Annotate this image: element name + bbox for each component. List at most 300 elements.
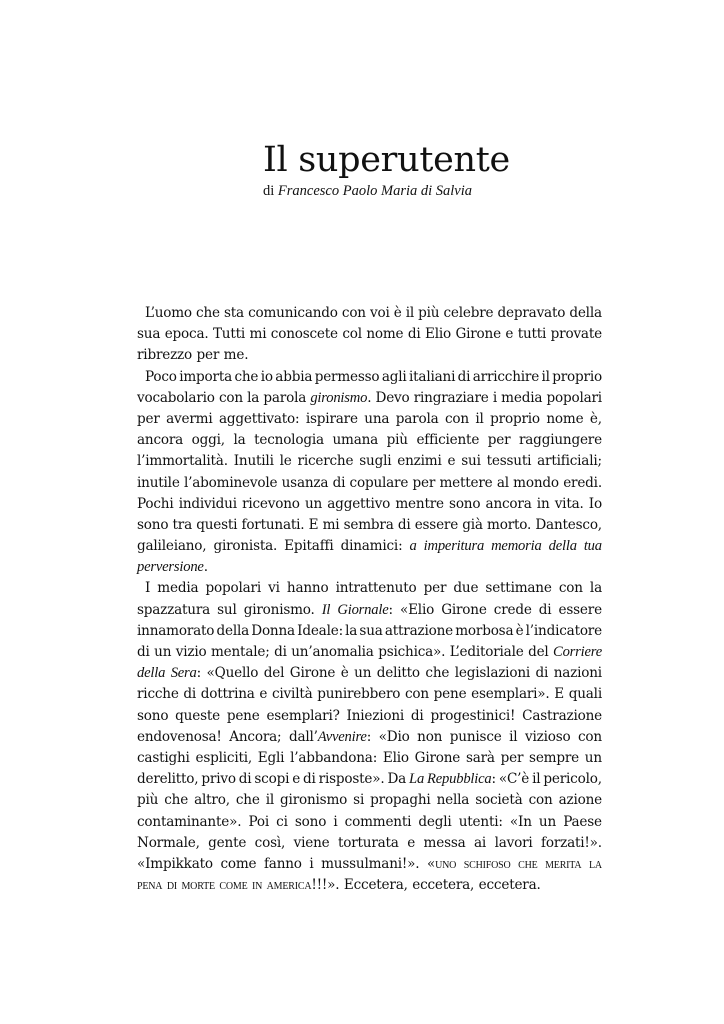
word-fragment: così, (254, 834, 286, 851)
word-fragment: è (340, 665, 349, 682)
word-fragment: con (444, 410, 469, 427)
word-fragment: «Elio (399, 601, 435, 618)
word (416, 430, 479, 451)
word-fragment: Eccetera, (343, 877, 408, 894)
word-fragment: agli (381, 368, 407, 385)
word (415, 748, 461, 769)
word-fragment: proprio (552, 368, 602, 385)
word-fragment: provate (550, 326, 602, 343)
word-fragment: individui (178, 495, 237, 512)
word-fragment: Paese (563, 813, 602, 830)
body-text (137, 303, 602, 896)
word-fragment: innamorato (137, 622, 215, 639)
word (430, 706, 515, 727)
word (344, 515, 394, 536)
word (145, 367, 177, 388)
word-fragment: più (137, 792, 159, 809)
text-line (137, 409, 602, 430)
word (310, 388, 371, 409)
word-fragment: di (410, 707, 424, 724)
word (341, 536, 403, 557)
word (453, 578, 478, 599)
word-fragment: con (578, 728, 602, 745)
word-fragment: parola (263, 389, 307, 406)
word-fragment: «In (509, 813, 532, 830)
word-fragment: hanno (286, 580, 329, 597)
word (554, 684, 564, 705)
word (345, 812, 412, 833)
text-line (137, 600, 602, 621)
word (280, 451, 292, 472)
word (589, 494, 602, 515)
word (461, 451, 480, 472)
text-line (137, 451, 602, 472)
word-fragment: me. (223, 347, 249, 364)
word-fragment: ricche (137, 686, 179, 703)
word (266, 706, 339, 727)
word-fragment: è (393, 305, 402, 321)
word-fragment: per (487, 432, 511, 449)
word (516, 621, 524, 642)
word (409, 367, 455, 388)
word-fragment: un’anomalia (291, 644, 374, 660)
word-fragment: uno (435, 855, 457, 872)
word (427, 854, 456, 875)
word-fragment: derelitto, (137, 771, 199, 788)
word (179, 494, 237, 515)
word-fragment: schifoso (463, 855, 511, 872)
word (280, 790, 347, 811)
word (424, 578, 447, 599)
word (164, 790, 188, 811)
word-fragment: pericolo, (543, 771, 602, 788)
word-fragment: per (423, 580, 447, 597)
word (259, 684, 267, 705)
word (364, 409, 389, 430)
word (196, 303, 220, 324)
word-fragment: depravato (497, 305, 566, 321)
word (411, 706, 424, 727)
word-fragment: Ancora; (229, 728, 282, 745)
text-line (137, 748, 602, 769)
word (578, 727, 602, 748)
word-fragment: epoca. (164, 326, 209, 343)
word (336, 578, 417, 599)
word-fragment: di (535, 665, 549, 682)
word (251, 621, 295, 642)
word-fragment: Tutti (212, 326, 246, 343)
word-fragment: a (409, 538, 417, 555)
text-line (137, 854, 602, 875)
word-fragment: di (274, 644, 287, 660)
word (137, 621, 214, 642)
word (137, 727, 222, 748)
word-fragment: mussulmani!». (321, 855, 420, 872)
word-fragment: fortunati. (241, 516, 305, 533)
word-fragment: aggettivato: (218, 410, 300, 427)
word-fragment: sul (217, 601, 237, 618)
word-fragment: le (279, 453, 292, 470)
word-fragment: pene (226, 707, 260, 724)
word-fragment: di (166, 877, 177, 894)
word-fragment: gironismo. (243, 601, 315, 618)
word-fragment: intrattenuto (335, 580, 417, 597)
text-line (137, 663, 602, 684)
word (227, 706, 260, 727)
word (267, 875, 340, 896)
word-fragment: Girone (414, 749, 461, 766)
word (528, 642, 549, 663)
word (341, 663, 349, 684)
word (137, 769, 198, 790)
word (290, 748, 377, 769)
word (241, 515, 304, 536)
word (219, 388, 243, 409)
word (455, 663, 530, 684)
word-fragment: Io (588, 495, 602, 512)
word (284, 536, 333, 557)
word (359, 621, 382, 642)
word (276, 812, 288, 833)
word-fragment: «Impikkato (137, 855, 213, 872)
word (448, 451, 456, 472)
word (137, 473, 180, 494)
word (379, 727, 410, 748)
word-fragment: tua (583, 538, 602, 555)
word-fragment: ancora (137, 432, 184, 449)
word (413, 473, 436, 494)
word-fragment: utenti: (458, 813, 503, 830)
word-fragment: permesso (314, 368, 380, 385)
word (306, 409, 358, 430)
word-fragment: un (354, 665, 372, 682)
word (552, 367, 602, 388)
word-fragment: delitto (376, 665, 420, 682)
word (332, 430, 378, 451)
word-fragment: sono (449, 495, 481, 512)
word-fragment: efficiente (416, 432, 480, 449)
word (584, 536, 602, 557)
word-fragment: vizio (175, 644, 207, 660)
word-fragment: della (216, 622, 250, 639)
word (505, 324, 513, 345)
word (518, 854, 537, 875)
word (387, 430, 408, 451)
word (137, 684, 179, 705)
word (137, 536, 206, 557)
word (252, 875, 262, 896)
word-fragment: della (137, 665, 166, 682)
word-fragment: : (366, 728, 372, 745)
word-fragment: america (266, 877, 312, 894)
word (275, 367, 312, 388)
word-fragment: Poco (145, 368, 177, 385)
word (439, 473, 492, 494)
word-fragment: attrazione (384, 622, 454, 639)
word (315, 367, 380, 388)
word-fragment: Elio (382, 749, 409, 766)
word-fragment: viene (293, 834, 330, 851)
word-fragment: settimane (485, 580, 552, 597)
word (546, 388, 601, 409)
word-fragment: civiltà (272, 686, 313, 703)
word-fragment: la (247, 389, 260, 406)
text-line (137, 324, 602, 345)
word (229, 727, 281, 748)
word-fragment: esemplari? (266, 707, 340, 724)
word (563, 812, 602, 833)
word-fragment: è (515, 622, 524, 639)
word-fragment: merita (545, 855, 582, 872)
word (376, 388, 410, 409)
text-line (137, 557, 602, 578)
word (462, 515, 483, 536)
word-fragment: Inutili (233, 453, 274, 470)
word-fragment: queste (175, 707, 220, 724)
word-fragment: Dantesco, (535, 516, 602, 533)
word-fragment: con (405, 686, 429, 703)
word-fragment: : (196, 665, 202, 682)
word-fragment: copulare (349, 474, 409, 491)
word-fragment: più (418, 305, 440, 321)
word-fragment: Girone (455, 326, 501, 343)
word-fragment: . (367, 389, 372, 406)
word-fragment: l’abominevole (183, 474, 278, 491)
word-fragment: di (397, 516, 411, 533)
word-fragment: gironismo (280, 792, 348, 809)
word-fragment: sono (137, 516, 169, 533)
word (359, 451, 391, 472)
word-fragment: della (569, 305, 602, 321)
word (425, 663, 449, 684)
word-fragment: più (386, 432, 408, 449)
word-fragment: essere (414, 516, 459, 533)
word (354, 663, 371, 684)
word (546, 409, 583, 430)
word (197, 345, 220, 366)
word (590, 578, 602, 599)
word (441, 600, 487, 621)
word (415, 515, 458, 536)
word (526, 621, 602, 642)
word-fragment: ricevono (242, 495, 300, 512)
word-fragment: castighi (137, 749, 190, 766)
word-fragment: il (405, 305, 415, 321)
word (254, 769, 289, 790)
word-fragment: popolari (546, 389, 602, 406)
word-fragment: i (309, 855, 314, 872)
word-fragment: che (164, 792, 189, 809)
word-fragment: pena (137, 877, 163, 894)
word-fragment: dinamici: (340, 538, 403, 555)
word-fragment: ringraziare (413, 389, 489, 406)
word-fragment: e (505, 326, 514, 343)
word (137, 642, 150, 663)
word (437, 790, 470, 811)
text-line (137, 536, 602, 557)
word-fragment: avermi (166, 410, 213, 427)
word-fragment: una (364, 410, 390, 427)
word-fragment: il (532, 771, 541, 788)
word (370, 303, 390, 324)
word-fragment: espliciti, (195, 749, 253, 766)
word (137, 451, 228, 472)
word (261, 367, 273, 388)
word-fragment: . (203, 559, 208, 576)
word (317, 684, 400, 705)
word (589, 854, 602, 875)
text-line (137, 684, 602, 705)
word (242, 494, 300, 515)
word-fragment: conoscete (270, 326, 338, 343)
word (224, 303, 244, 324)
word (154, 642, 171, 663)
word-fragment: che (234, 368, 259, 385)
word (272, 684, 313, 705)
word-fragment: sarà (465, 749, 495, 766)
word (323, 515, 340, 536)
word (192, 430, 225, 451)
word (282, 473, 329, 494)
word-fragment: ai (474, 834, 487, 851)
word (327, 494, 390, 515)
word-fragment: eccetera. (478, 877, 541, 894)
word (519, 430, 602, 451)
word-fragment: morbosa (455, 622, 514, 639)
word (344, 875, 408, 896)
word-fragment: altro, (194, 792, 230, 809)
word-fragment: con (528, 792, 553, 809)
word-fragment: nome (366, 326, 404, 343)
word (450, 727, 502, 748)
word-fragment: tra (172, 516, 192, 533)
author-name: Francesco Paolo Maria di Salvia (277, 183, 473, 199)
word (350, 473, 409, 494)
word (486, 494, 532, 515)
word (498, 303, 566, 324)
word-fragment: ribrezzo (137, 347, 192, 364)
word-fragment: E (554, 686, 564, 703)
word (137, 812, 241, 833)
word-fragment: Avvenire (317, 728, 367, 745)
word (455, 621, 513, 642)
word (145, 303, 192, 324)
word (338, 833, 399, 854)
word (553, 642, 602, 663)
word-fragment: Da (387, 771, 407, 788)
word (499, 769, 529, 790)
word (493, 388, 497, 409)
word (268, 578, 280, 599)
word (396, 409, 439, 430)
word (394, 303, 402, 324)
word-fragment: e (259, 686, 268, 703)
text-line (137, 388, 602, 409)
word (206, 578, 261, 599)
word-fragment: imperitura (423, 538, 485, 555)
text-line (137, 727, 602, 748)
word (590, 409, 602, 430)
word (179, 367, 232, 388)
word (549, 536, 577, 557)
word (175, 706, 220, 727)
word (224, 345, 249, 366)
word (157, 578, 198, 599)
word-fragment: nella (436, 792, 470, 809)
word-fragment: del (263, 665, 285, 682)
word (201, 684, 255, 705)
word (297, 621, 343, 642)
word (176, 642, 207, 663)
word-fragment: sono (294, 813, 327, 830)
word-fragment: artificiali; (537, 453, 602, 470)
word (137, 430, 183, 451)
text-line (137, 833, 602, 854)
word (289, 727, 371, 748)
word (196, 748, 253, 769)
word (536, 663, 549, 684)
word-fragment: Repubblica (427, 771, 492, 788)
word-fragment: punisce (449, 728, 502, 745)
word (518, 324, 547, 345)
word (333, 473, 346, 494)
word (248, 812, 269, 833)
word (211, 642, 270, 663)
word (537, 494, 550, 515)
word-fragment: privo (201, 771, 236, 788)
word (294, 833, 330, 854)
word (145, 578, 150, 599)
word (445, 409, 469, 430)
word-fragment: eredi. (563, 474, 602, 491)
word (137, 790, 158, 811)
word-fragment: La (409, 771, 425, 788)
word (234, 367, 258, 388)
word-fragment: Epitaffi (284, 538, 334, 555)
word-fragment: raggiungere (518, 432, 602, 449)
word (509, 727, 517, 748)
word-fragment: i (492, 389, 497, 406)
word-fragment: vi (268, 580, 280, 597)
word (137, 833, 200, 854)
word-fragment: i (333, 813, 338, 830)
word (166, 409, 212, 430)
word (137, 494, 174, 515)
word-fragment: propaghi (370, 792, 431, 809)
word (264, 663, 285, 684)
word-fragment: Donna (251, 622, 295, 639)
word-fragment: proprio (490, 410, 540, 427)
word-fragment: la (233, 432, 246, 449)
word-fragment: contaminante». (137, 813, 242, 830)
word (551, 324, 602, 345)
word-fragment: arricchire (472, 368, 540, 385)
word-fragment: per (137, 410, 160, 427)
word-fragment: enzimi (397, 453, 442, 470)
word (167, 875, 177, 896)
word-fragment: ricerche (297, 453, 354, 470)
word (398, 515, 411, 536)
word-fragment: parola (395, 410, 439, 427)
page-title: Il superutente (263, 140, 510, 180)
word (171, 663, 201, 684)
word (408, 324, 421, 345)
word (405, 684, 429, 705)
word (165, 324, 209, 345)
word-fragment: questi (196, 516, 238, 533)
word (137, 345, 192, 366)
word (183, 684, 196, 705)
